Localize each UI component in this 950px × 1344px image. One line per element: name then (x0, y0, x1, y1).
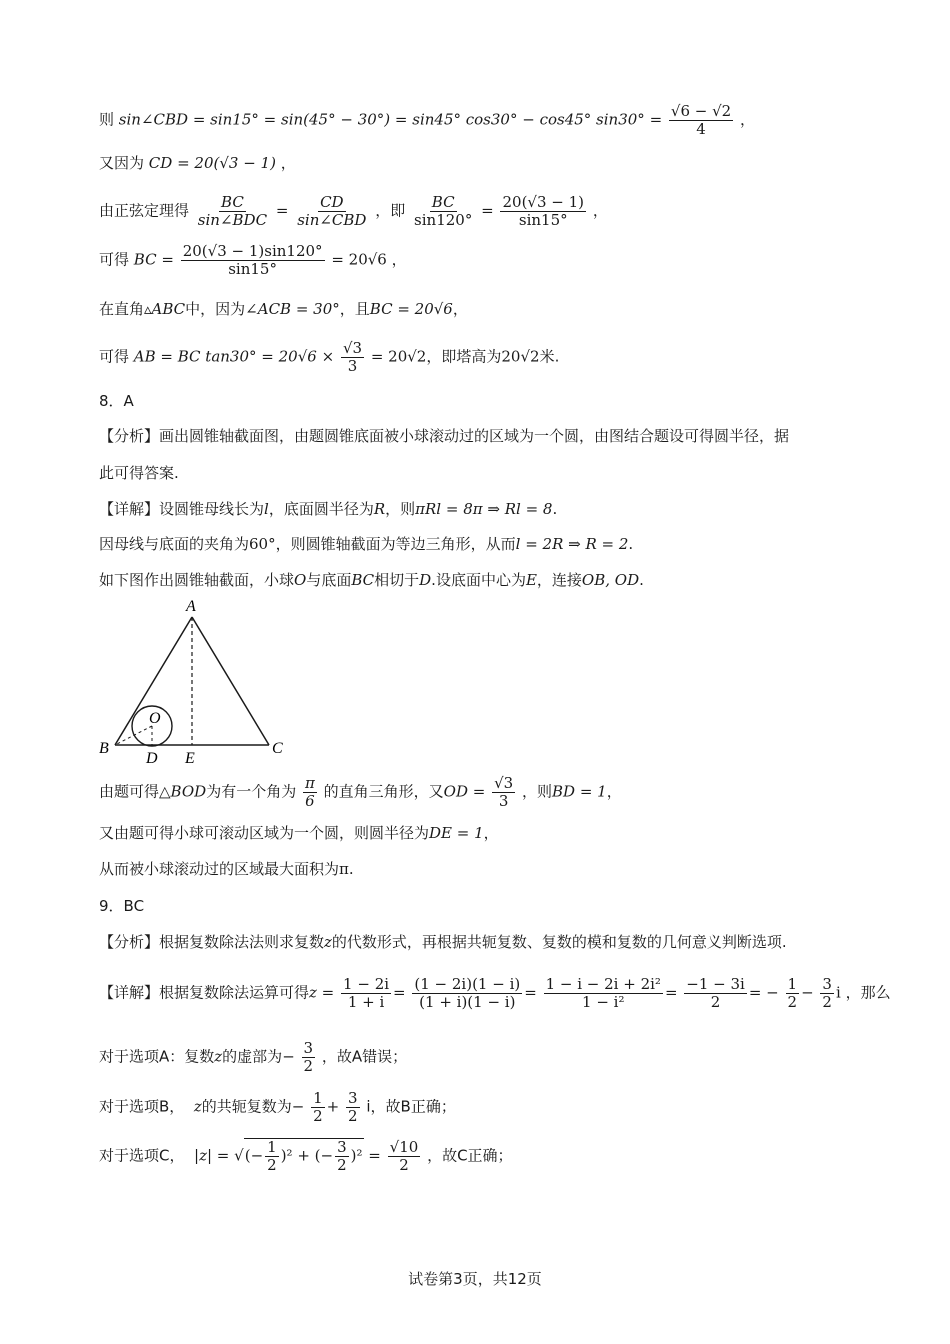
answer-8: 8．A (99, 392, 134, 410)
var: z (324, 933, 332, 951)
fraction (412, 194, 474, 229)
text: ，底面圆半径为 (268, 500, 374, 518)
fraction (265, 1139, 279, 1174)
line-14 (99, 822, 499, 844)
text: .设底面中心为 (431, 571, 526, 589)
text: 对于选项B， (99, 1097, 185, 1116)
text: ，则 (521, 782, 552, 801)
text: 对于选项C， (99, 1146, 185, 1165)
var: E (525, 571, 537, 589)
text: 在直角 (99, 300, 145, 318)
numerator: BC (221, 193, 244, 211)
formula: = 20√6 (331, 250, 387, 269)
formula: CD = 20(√3 − 1) (148, 154, 276, 172)
line-19 (99, 1040, 407, 1075)
formula: BD = 1 (552, 782, 607, 801)
text: 由题可得 (99, 782, 160, 801)
fraction (335, 1139, 349, 1174)
punct: ， (740, 110, 756, 129)
formula: l = 2R ⇒ R = 2 (515, 535, 629, 553)
punct: ， (606, 782, 622, 801)
equals: = (481, 201, 494, 220)
fraction (303, 775, 317, 810)
text: 的代数形式，再根据共轭复数、复数的模和复数的几何意义判断选项. (331, 933, 787, 951)
equals: = (275, 201, 289, 220)
text: 米. (539, 347, 560, 366)
line-18: 【详解】根据复数除法运算可得z = $\frac{1 - 2i}{1 + i}$ = $\frac{(1 - 2i)(1 - i)}{(1 + i)(1 - i)}$ = $\frac{\text{1 − i − 2i + 2i²}}{\text{1 − i²}}$ = $\frac{-1 - 3i}{2}$ = − $\frac{1}{2}$ − $\frac{3}{2}$ i ，那么 (99, 975, 891, 1011)
text: 的直角三角形，又 (323, 782, 444, 801)
formula: |z| = (194, 1146, 230, 1165)
denominator: sin∠BDC (197, 211, 268, 229)
fraction (196, 194, 269, 229)
fraction (412, 976, 522, 1011)
var: O (294, 571, 307, 589)
numerator: 1 (267, 1138, 277, 1156)
text: ，则圆锥轴截面为等边三角形，从而 (275, 535, 516, 553)
analysis-8-cont: 此可得答案. (99, 464, 179, 482)
text: ，即 (375, 201, 406, 220)
denominator: 3 (498, 792, 509, 810)
text: 可得 (99, 250, 130, 269)
label-e: E (185, 750, 195, 767)
text: 的共轭复数为 (201, 1097, 292, 1116)
formula: △BOD (159, 782, 207, 801)
formula: 60° (249, 535, 276, 553)
fraction (341, 340, 364, 375)
denominator: sin15° (228, 260, 277, 278)
text: 又由题可得小球可滚动区域为一个圆，则圆半径为 (99, 824, 430, 842)
line-4 (99, 243, 407, 278)
punct: ， (391, 250, 407, 269)
sign: − (282, 1047, 295, 1066)
fraction (341, 976, 391, 1011)
text: ，那么 (845, 983, 891, 1002)
denominator: (1 + i)(1 − i) (419, 993, 516, 1011)
numerator: CD (320, 193, 344, 211)
text: 因母线与底面的夹角为 (99, 535, 250, 553)
numerator: 1 − 2i (343, 975, 390, 993)
numerator: √6 − √2 (670, 102, 732, 120)
denominator: 2 (710, 993, 721, 1011)
fraction (311, 1090, 325, 1125)
line-13 (99, 775, 622, 810)
sign: + (326, 1097, 340, 1116)
punct: ， (483, 824, 499, 842)
formula: DE = 1 (429, 824, 484, 842)
text: 从而被小球滚动过的区域最大面积为 (99, 860, 340, 878)
text: ，故A错误； (321, 1047, 408, 1066)
text: ，且 (339, 300, 370, 318)
label-d: D (146, 750, 158, 767)
numerator: 3 (337, 1138, 347, 1156)
page-footer: 试卷第3页，共12页 (408, 1270, 542, 1288)
fraction (181, 243, 325, 278)
formula: = 20√2 (370, 347, 427, 366)
fraction (302, 1040, 316, 1075)
numerator: 3 (822, 975, 832, 993)
label-b: B (99, 740, 109, 757)
text: 对于选项A：复数 (99, 1047, 215, 1066)
numerator: 1 − i − 2i + 2i² (545, 975, 661, 993)
fraction (684, 976, 747, 1011)
fraction (492, 775, 515, 810)
text: 则 (99, 110, 115, 129)
line-5 (99, 298, 468, 320)
denominator: 2 (313, 1107, 323, 1125)
imag-unit: i (835, 983, 841, 1002)
fraction (544, 976, 663, 1011)
fraction (820, 976, 834, 1011)
punct: . (628, 535, 634, 553)
denominator: sin∠CBD (297, 211, 367, 229)
fraction (388, 1139, 421, 1174)
text: 【分析】根据复数除法法则求复数 (99, 933, 325, 951)
line-10 (99, 498, 557, 520)
denominator: 6 (305, 792, 315, 810)
formula: OB, OD (581, 571, 640, 589)
line-3 (99, 194, 608, 229)
label-c: C (272, 740, 283, 757)
text: i，故B正确； (366, 1097, 456, 1116)
denominator: 2 (787, 993, 798, 1011)
cone-cross-section-figure (95, 595, 295, 770)
formula: sin∠CBD = sin15° = sin(45° − 30°) = sin45° cos30° − cos45° sin30° = (118, 110, 663, 129)
text: ，故C正确； (427, 1146, 513, 1165)
text: 如下图作出圆锥轴截面，小球 (99, 571, 295, 589)
text: 【详解】设圆锥母线长为 (99, 500, 265, 518)
var: D (419, 571, 432, 589)
punct: . (639, 571, 644, 589)
var: l (264, 500, 269, 518)
punct: ， (452, 300, 468, 318)
fraction (500, 194, 586, 229)
formula: πRl = 8π ⇒ Rl = 8 (415, 500, 553, 518)
text: ，连接 (536, 571, 582, 589)
var: BC (351, 571, 375, 589)
denominator: sin120° (414, 211, 473, 229)
denominator: 2 (822, 993, 832, 1011)
line-21: 对于选项C， |z| = √(− $\frac{1}{2}$ )² + (− $\frac{3}{2}$ )² = $\frac{√10}{2}$ ，故C正确； (99, 1138, 513, 1174)
line-20 (99, 1090, 456, 1125)
numerator: 3 (303, 1039, 314, 1057)
denominator: 4 (696, 120, 706, 138)
formula: ▵ABC (144, 300, 186, 318)
var: z (193, 1097, 202, 1116)
var: z (214, 1047, 223, 1066)
text: 为有一个角为 (206, 782, 297, 801)
punct: . (552, 500, 558, 518)
fraction (669, 103, 733, 138)
analysis-8: 【分析】画出圆锥轴截面图，由题圆锥底面被小球滚动过的区域为一个圆，由图结合题设可得圆半径，据 (99, 427, 790, 445)
denominator: 2 (303, 1057, 314, 1075)
text: 又因为 (99, 154, 145, 172)
numerator: √10 (389, 1138, 419, 1156)
text: 由正弦定理得 (99, 201, 190, 220)
numerator: −1 − 3i (686, 975, 745, 993)
line-1 (99, 103, 755, 138)
formula: OD = (443, 782, 486, 801)
denominator: 1 − i² (582, 993, 625, 1011)
line-11 (99, 533, 633, 555)
numerator: 20(√3 − 1) (502, 193, 585, 211)
label-o: O (149, 710, 161, 727)
denominator: 2 (348, 1107, 358, 1125)
line-6 (99, 340, 559, 375)
answer-9: 9．BC (99, 897, 145, 915)
fraction (786, 976, 800, 1011)
numerator: 20(√3 − 1)sin120° (182, 242, 323, 260)
text: 相切于 (374, 571, 420, 589)
var: R (373, 500, 386, 518)
denominator: 2 (267, 1156, 277, 1174)
denominator: 2 (399, 1156, 409, 1174)
numerator: 3 (348, 1089, 358, 1107)
line-2 (99, 152, 296, 174)
text: 的虚部为 (222, 1047, 283, 1066)
denominator: sin15° (518, 211, 568, 229)
line-15 (99, 858, 354, 880)
numerator: BC (431, 193, 455, 211)
numerator: √3 (342, 339, 363, 357)
text: )² + (− (280, 1146, 334, 1165)
text: 【详解】根据复数除法运算可得 (99, 983, 310, 1002)
punct: ， (280, 154, 296, 172)
denominator: 3 (347, 357, 358, 375)
line-12 (99, 569, 644, 591)
fraction (295, 194, 368, 229)
formula: z = (309, 983, 335, 1002)
formula: BC = (133, 250, 174, 269)
punct: ， (592, 201, 608, 220)
text: )² (350, 1146, 363, 1165)
denominator: 1 + i (347, 993, 385, 1011)
text: ，则 (385, 500, 416, 518)
punct: . (348, 860, 354, 878)
numerator: π (304, 774, 315, 792)
numerator: (1 − 2i)(1 − i) (414, 975, 521, 993)
text: 可得 (99, 347, 130, 366)
text: 与底面 (306, 571, 352, 589)
text: 中，因为 (185, 300, 246, 318)
pi: π (339, 860, 349, 878)
formula: ∠ACB = 30° (245, 300, 340, 318)
denominator: 2 (337, 1156, 347, 1174)
text: (− (244, 1146, 264, 1165)
numerator: 1 (313, 1089, 323, 1107)
numerator: 1 (787, 975, 798, 993)
side-ac (192, 617, 269, 745)
fraction (346, 1090, 360, 1125)
formula: 20√2 (501, 347, 540, 366)
text: ，即塔高为 (426, 347, 502, 366)
formula: BC = 20√6 (369, 300, 453, 318)
equals: = (368, 1146, 381, 1165)
formula: AB = BC tan30° = 20√6 × (133, 347, 335, 366)
label-a: A (186, 598, 196, 615)
sign: − (291, 1097, 305, 1116)
numerator: √3 (494, 774, 514, 792)
radicand (244, 1138, 364, 1174)
line-17 (99, 931, 787, 953)
